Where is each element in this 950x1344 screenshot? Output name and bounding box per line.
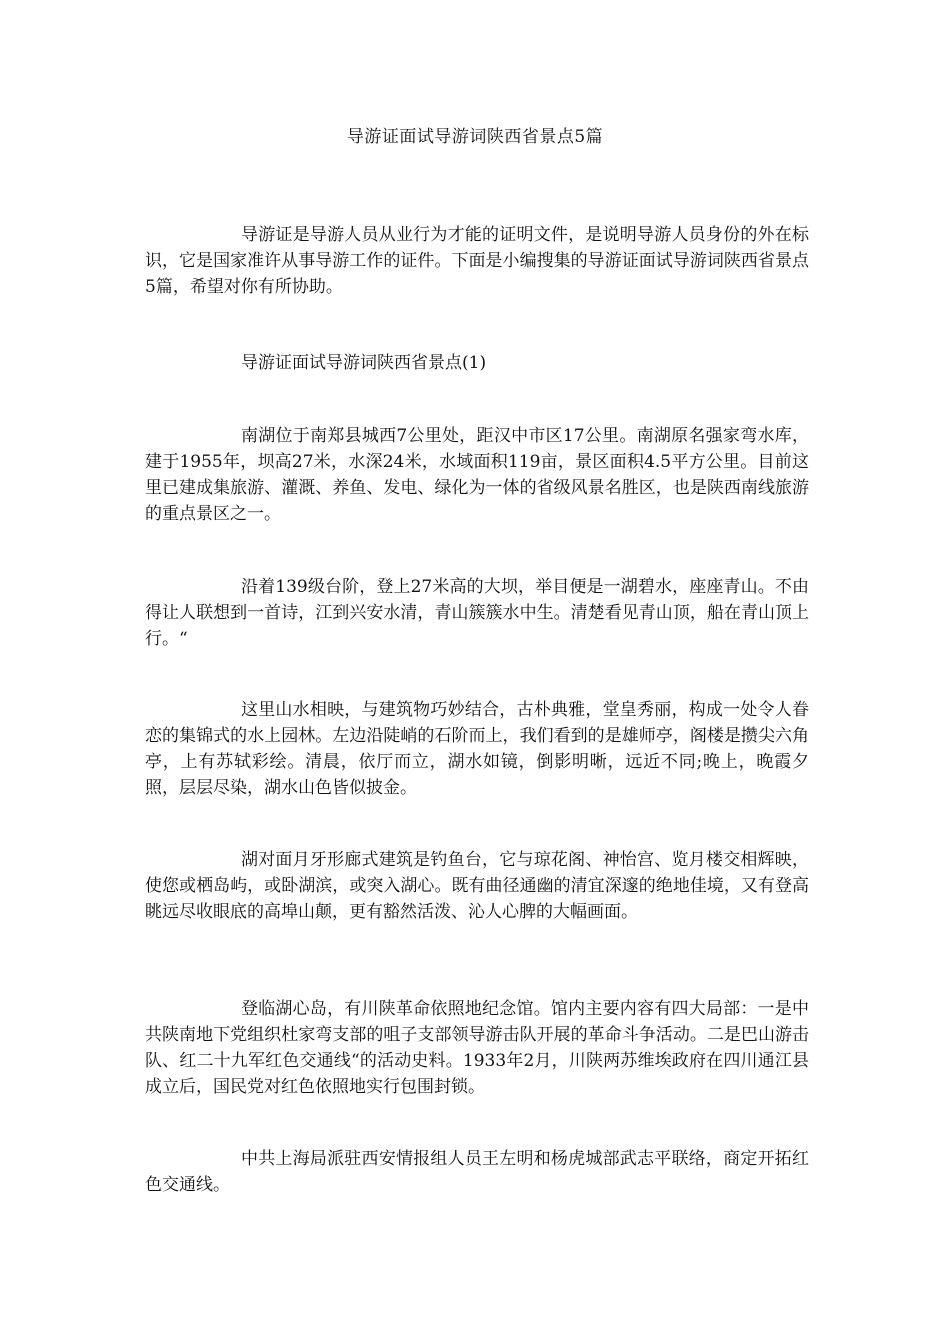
document-title: 导游证面试导游词陕西省景点5篇	[346, 127, 604, 147]
body-paragraph-3: 这里山水相映，与建筑物巧妙结合，古朴典雅，堂皇秀丽，构成一处令人眷恋的集锦式的水上园林。左边沿陡峭的石阶而上，我们看到的是雄师亭，阁楼是攒尖六角亭，上有苏轼彩绘。清晨，依厅而立，湖水如镜，倒影明晰，远近不同;晚上，晚霞夕照，层层尽染，湖水山色皆似披金。	[145, 700, 809, 798]
intro-paragraph: 导游证是导游人员从业行为才能的证明文件，是说明导游人员身份的外在标识，它是国家准许从事导游工作的证件。下面是小编搜集的导游证面试导游词陕西省景点5篇，希望对你有所协助。	[145, 225, 809, 297]
body-paragraph-6: 中共上海局派驻西安情报组人员王左明和杨虎城部武志平联络，商定开拓红色交通线。	[145, 1149, 809, 1195]
body-paragraph-4: 湖对面月牙形廊式建筑是钓鱼台，它与琼花阁、神怡宫、览月楼交相辉映，使您或栖岛屿，或卧湖滨，或突入湖心。既有曲径通幽的清宜深邃的绝地佳境，又有登高眺远尽收眼底的高埠山颠，更有豁然活泼、沁人心脾的大幅画面。	[145, 850, 809, 922]
body-paragraph-1: 南湖位于南郑县城西7公里处，距汉中市区17公里。南湖原名强家弯水库，建于1955年，坝高27米，水深24米，水域面积119亩，景区面积4.5平方公里。目前这里已建成集旅游、灌溉、养鱼、发电、绿化为一体的省级风景名胜区，也是陕西南线旅游的重点景区之一。	[145, 426, 809, 524]
body-paragraph-2: 沿着139级台阶，登上27米高的大坝，举目便是一湖碧水，座座青山。不由得让人联想到一首诗，江到兴安水清，青山簇簇水中生。清楚看见青山顶，船在青山顶上行。“	[145, 577, 809, 649]
section-heading: 导游证面试导游词陕西省景点(1)	[241, 353, 487, 373]
body-paragraph-5: 登临湖心岛，有川陕革命依照地纪念馆。馆内主要内容有四大局部：一是中共陕南地下党组织杜家弯支部的咀子支部领导游击队开展的革命斗争活动。二是巴山游击队、红二十九军红色交通线“的活动史料。1933年2月，川陕两苏维埃政府在四川通江县成立后，国民党对红色依照地实行包围封锁。	[145, 999, 809, 1097]
